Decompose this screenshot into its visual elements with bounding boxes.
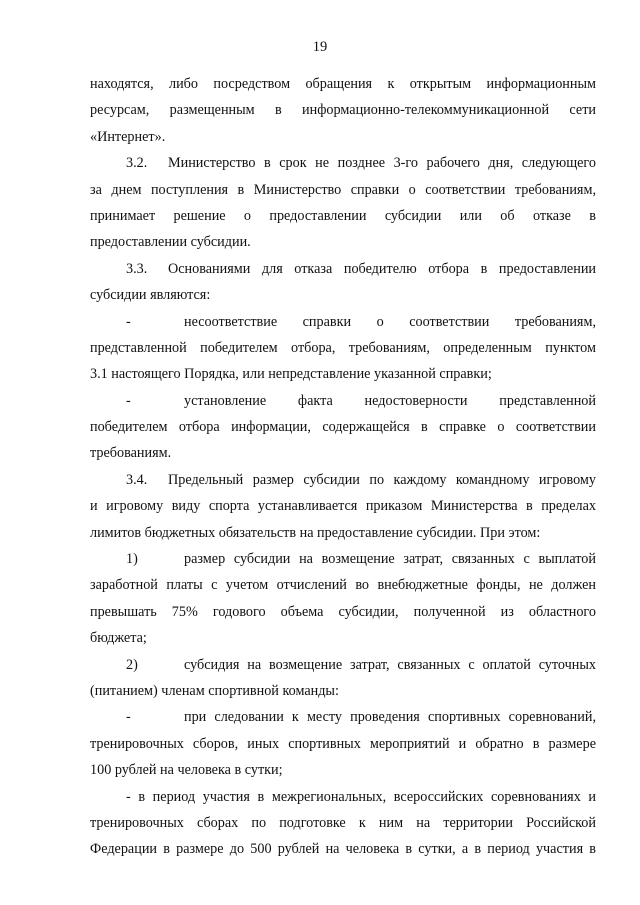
- text-line: [90, 97, 596, 123]
- text-line: [90, 810, 596, 836]
- line-text: 3.1 настоящего Порядка, или непредставление указанной справки;: [90, 366, 492, 383]
- text-line: [90, 731, 596, 757]
- line-text: установление факта недостоверности представленной: [184, 392, 596, 409]
- line-text: победителем отбора информации, содержащейся в справке о соответствии: [90, 419, 596, 436]
- text-line: [90, 203, 596, 229]
- line-text: требованиям.: [90, 445, 172, 462]
- text-line: [90, 836, 596, 862]
- line-text: представленной победителем отбора, требованиям, определенным пунктом: [90, 339, 596, 356]
- line-text: субсидия на возмещение затрат, связанных с оплатой суточных: [184, 656, 596, 673]
- text-line: [90, 361, 596, 387]
- text-line: [90, 678, 596, 704]
- line-text: размер субсидии на возмещение затрат, связанных с выплатой: [184, 551, 596, 568]
- line-text: (питанием) членам спортивной команды:: [90, 682, 339, 699]
- text-line: [90, 124, 596, 150]
- text-line: [90, 256, 596, 282]
- line-text: тренировочных сборах по подготовке к ним на территории Российской: [90, 814, 596, 831]
- line-text: несоответствие справки о соответствии требованиям,: [184, 313, 596, 330]
- text-line: [90, 335, 596, 361]
- line-marker: 3.3.: [126, 260, 148, 277]
- line-text: Предельный размер субсидии по каждому командному игровому: [168, 471, 596, 488]
- line-text: Министерство в срок не позднее 3-го рабочего дня, следующего: [168, 155, 596, 172]
- text-line: [90, 309, 596, 335]
- text-line: [90, 546, 596, 572]
- text-line: [90, 493, 596, 519]
- line-text: - в период участия в межрегиональных, всероссийских соревнованиях и: [126, 788, 596, 805]
- text-line: [90, 704, 596, 730]
- line-text: бюджета;: [90, 630, 147, 647]
- line-text: 100 рублей на человека в сутки;: [90, 762, 283, 779]
- line-text: субсидии являются:: [90, 287, 211, 304]
- text-line: [90, 177, 596, 203]
- text-line: [90, 440, 596, 466]
- text-line: [90, 414, 596, 440]
- text-line: [90, 784, 596, 810]
- text-line: [90, 625, 596, 651]
- line-text: предоставлении субсидии.: [90, 234, 251, 251]
- line-text: тренировочных сборов, иных спортивных мероприятий и обратно в размере: [90, 735, 596, 752]
- line-text: при следовании к месту проведения спортивных соревнований,: [184, 709, 596, 726]
- text-line: [90, 71, 596, 97]
- line-text: лимитов бюджетных обязательств на предоставление субсидии. При этом:: [90, 524, 541, 541]
- text-line: [90, 652, 596, 678]
- text-line: [90, 467, 596, 493]
- text-line: [90, 572, 596, 598]
- text-line: [90, 150, 596, 176]
- line-text: Федерации в размере до 500 рублей на человека в сутки, а в период участия в: [90, 841, 596, 858]
- line-marker: 1): [126, 551, 138, 568]
- line-marker: -: [126, 313, 131, 330]
- text-line: [90, 229, 596, 255]
- line-text: заработной платы с учетом отчислений во внебюджетные фонды, не должен: [90, 577, 596, 594]
- text-line: [90, 599, 596, 625]
- line-marker: 2): [126, 656, 138, 673]
- text-line: [90, 282, 596, 308]
- line-marker: 3.2.: [126, 155, 148, 172]
- line-text: находятся, либо посредством обращения к открытым информационным: [90, 76, 596, 92]
- line-text: превышать 75% годового объема субсидии, полученной из областного: [90, 603, 596, 620]
- text-line: [90, 388, 596, 414]
- line-text: принимает решение о предоставлении субсидии или об отказе в: [90, 207, 596, 224]
- line-text: и игровому виду спорта устанавливается приказом Министерства в пределах: [90, 498, 596, 515]
- text-line: [90, 520, 596, 546]
- text-line: [90, 757, 596, 783]
- line-text: «Интернет».: [90, 128, 166, 145]
- line-marker: -: [126, 709, 131, 726]
- line-text: ресурсам, размещенным в информационно-телекоммуникационной сети: [90, 102, 596, 119]
- line-text: за днем поступления в Министерство справки о соответствии требованиям,: [90, 181, 596, 198]
- line-marker: 3.4.: [126, 471, 148, 488]
- document-body: [90, 71, 596, 863]
- line-text: Основаниями для отказа победителю отбора в предоставлении: [168, 260, 596, 277]
- line-marker: -: [126, 392, 131, 409]
- page-number: 19: [312, 39, 328, 55]
